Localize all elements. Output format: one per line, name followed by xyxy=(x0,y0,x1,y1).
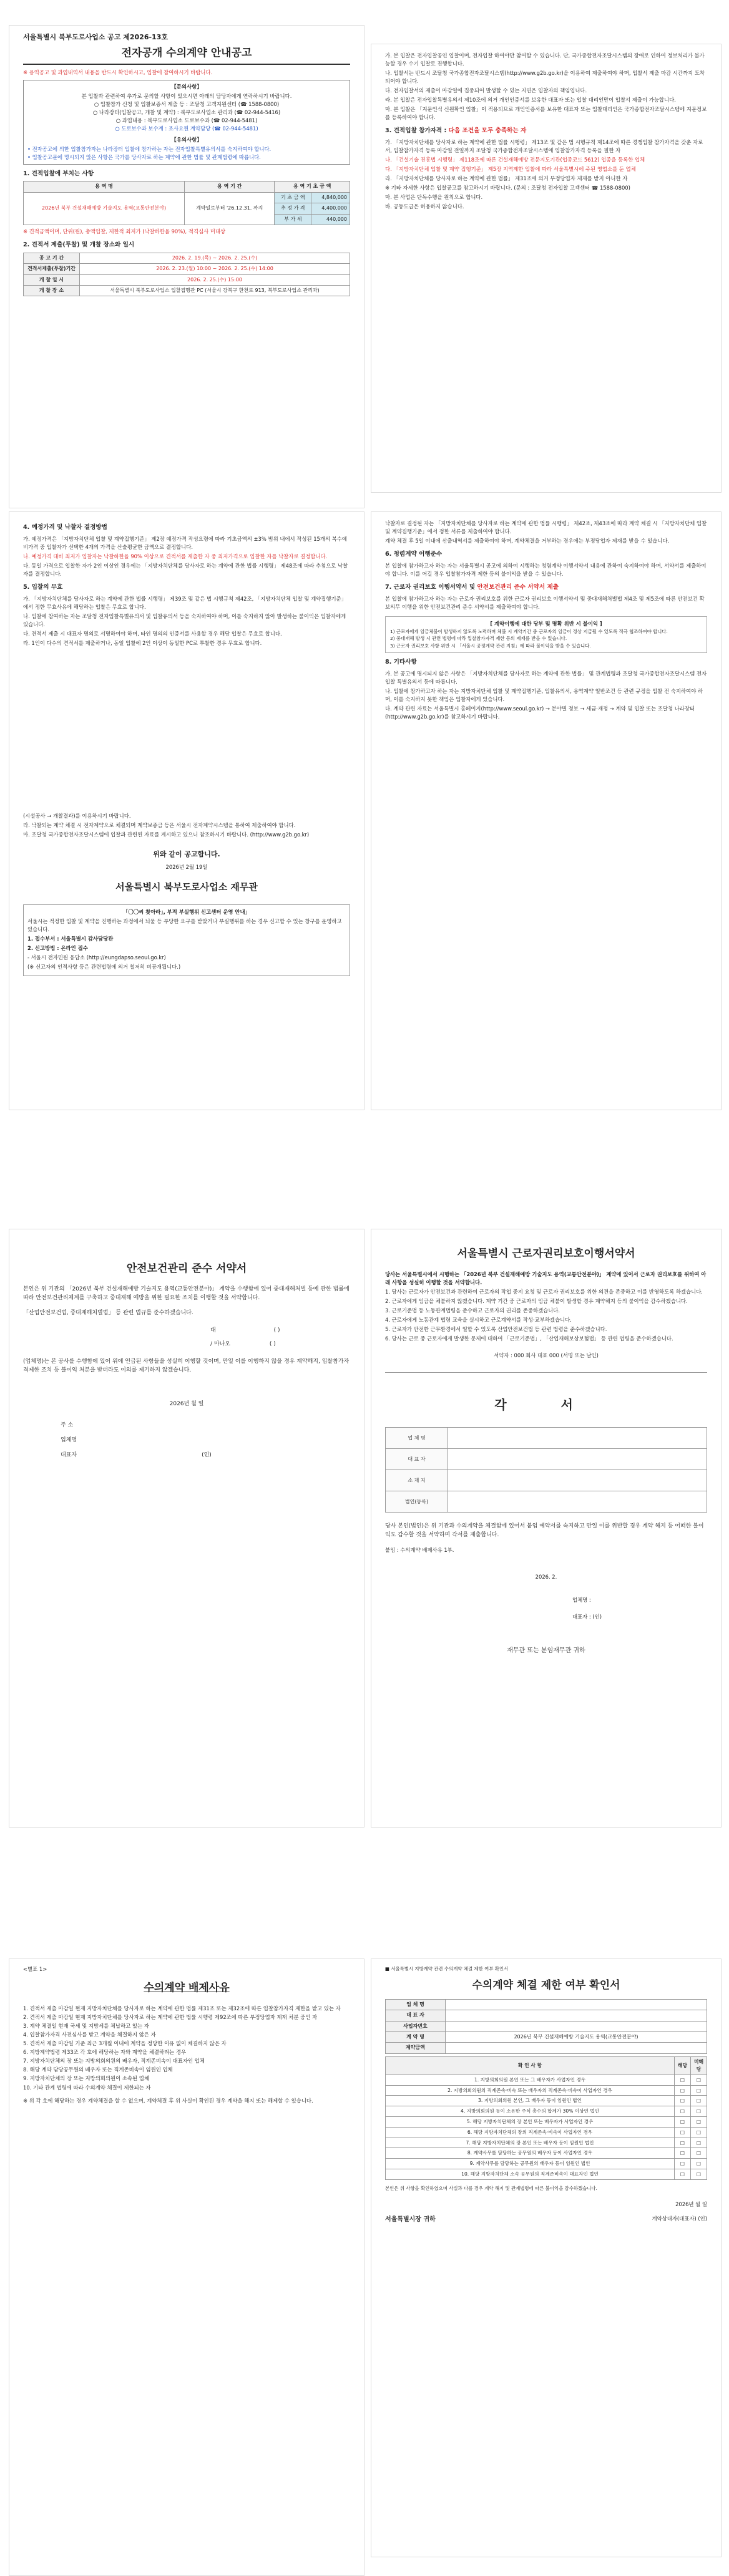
check-item: 4. 지방의회의원 등이 소유한 주식 총수의 합계가 30% 이상인 법인 xyxy=(386,2106,675,2117)
section-heading xyxy=(385,127,707,136)
pledge-item: 4. 근로자에게 노동관계 법령 교육을 실시하고 근로계약서를 작성·교부하겠습니다. xyxy=(385,1317,572,1324)
page-conditions xyxy=(371,44,722,493)
schedule-value: 2026. 2. 19.(목) ~ 2026. 2. 25.(수) xyxy=(80,253,350,263)
form-date: 2026년 월 일 xyxy=(675,2201,707,2208)
check-box-no[interactable]: □ xyxy=(691,2159,707,2169)
body-line: 가. 「지방자치단체를 당사자로 하는 계약에 관한 법률 시행령」 제39조 및 같은 법 시행규칙 제42조, 「지방자치단체 입찰 및 계약집행기준」에서 정한 무효사유에 해당하는 입찰은 무효로 합니다. xyxy=(23,595,346,610)
form-value xyxy=(448,1470,707,1491)
check-box-yes[interactable]: □ xyxy=(675,2075,691,2085)
schedule-table xyxy=(23,253,350,297)
issuer-name: 서울특별시 북부도로사업소 재무관 xyxy=(115,881,258,893)
page-worker-pledge xyxy=(371,1229,722,1828)
section-heading: 6. 청렴계약 이행준수 xyxy=(385,551,443,558)
contact-line: ○ 입찰참가 신청 및 입찰보증서 제출 등 : 조달청 고객지원센터 (☎ 1588-0800) xyxy=(94,101,280,108)
info-key: 대 표 자 xyxy=(386,2010,446,2021)
section-heading: 5. 입찰의 무효 xyxy=(23,583,63,591)
signature-row xyxy=(61,1436,350,1445)
contractor-info-table xyxy=(385,1999,707,2054)
qualification-line: 라. 「지방자치단체를 당사자로 하는 계약에 관한 법률」 제31조에 의거 부정당업자 제재를 받지 아니한 자 xyxy=(385,175,628,182)
section-heading: 4. 예정가격 및 낙찰자 결정방법 xyxy=(23,524,107,531)
check-box-yes[interactable]: □ xyxy=(675,2169,691,2179)
table-header: 용 역 기 초 금 액 xyxy=(275,182,350,192)
body-line: 계약 체결 후 5일 이내에 산출내역서를 제출하여야 하며, 계약체결을 거부하는 경우에는 부정당업자 제재를 받을 수 있습니다. xyxy=(385,538,670,545)
check-box-no[interactable]: □ xyxy=(691,2169,707,2179)
pledge-item: 6. 당사는 근로 중 근로자에게 발생한 문제에 대하여 「근로기준법」, 「산업재해보상보험법」 등 관련 법령을 준수하겠습니다. xyxy=(385,1335,673,1342)
form-label: 소 재 지 xyxy=(386,1470,448,1491)
body-line: 낙찰자로 결정된 자는 「지방자치단체를 당사자로 하는 계약에 관한 법률 시행령」 제42조, 제43조에 따라 계약 체결 시 「지방자치단체 입찰 및 계약집행기준」에서 정한 서류를 제출하여야 합니다. xyxy=(385,520,707,535)
body-line: 다. 견적서 제출 시 대표자 명의로 서명하여야 하며, 타인 명의의 인증서를 사용할 경우 해당 입찰은 무효로 합니다. xyxy=(23,630,282,637)
pledge-item: 5. 근로자가 안전한 근무환경에서 일할 수 있도록 산업안전보건법 등 관련 법령을 준수하겠습니다. xyxy=(385,1326,607,1333)
pledge-item: 3. 근로기준법 등 노동관계법령을 준수하고 근로자의 권리를 존중하겠습니다. xyxy=(385,1307,560,1314)
caution-line: • 전자공고에 의한 입찰참가자는 나라장터 입찰에 참가하는 자는 전자입찰특별유의서를 숙지하여야 합니다. xyxy=(27,145,272,152)
report-item: 2. 신고방법 : 온라인 접수 xyxy=(27,945,88,952)
info-value: 2026년 북부 건설재해예방 기술지도 용역(교통안전분야) xyxy=(445,2031,707,2042)
announcement-date: 2026년 2월 19일 xyxy=(165,863,208,870)
info-value xyxy=(445,2010,707,2021)
note-line: ※ 기타 자세한 사항은 입찰공고를 참고하시기 바랍니다. (문의 : 조달청 전자입찰 고객센터 ☎ 1588-0800) xyxy=(385,185,630,191)
page-integrity xyxy=(371,511,722,1110)
check-item: 1. 지방의회의원 본인 또는 그 배우자가 사업자인 경우 xyxy=(386,2075,675,2085)
body-line: 나. 입찰에 참여하는 자는 조달청 전자입찰특별유의서 및 입찰유의서 등을 숙지하여야 하며, 이를 숙지하지 않아 발생하는 불이익은 입찰자에게 있습니다. xyxy=(23,613,346,627)
contact-line: 본 입찰과 관련하여 추가로 문의할 사항이 있으시면 아래의 담당자에게 연락하시기 바랍니다. xyxy=(81,93,292,100)
report-item: - 서울시 전자민원 응답소 (http://eungdapso.seoul.go.kr) xyxy=(27,954,166,961)
contact-line-blue: ○ 도로보수과 보수계 : 조사요원 계약담당 (☎ 02-944-5481) xyxy=(115,125,258,132)
pledge-field-label: 대 xyxy=(210,1327,216,1334)
check-box-no[interactable]: □ xyxy=(691,2116,707,2127)
info-value xyxy=(445,2021,707,2031)
pledge-field-value: ( ) xyxy=(273,1327,280,1334)
body-line: 가. 본 공고에 명시되지 않은 사항은 「지방자치단체를 당사자로 하는 계약에 관한 법률」 및 관계법령과 조달청 국가종합전자조달시스템 전자입찰 특별유의서 등에 따릅니다. xyxy=(385,671,707,685)
section-heading-text: 3. 견적입찰 참가자격 : xyxy=(385,127,449,135)
exclusion-list xyxy=(23,2005,350,2091)
pledge-body: (업체명)는 본 공사를 수행함에 있어 위에 언급된 사항들을 성실히 이행할 것이며, 만일 이를 이행하지 않을 경우 계약해지, 입찰참가자격제한 조치 등 불이익 처분을 받더라도 이의를 제기하지 않겠습니다. xyxy=(23,1358,350,1373)
signature-label: 대표자 xyxy=(61,1451,77,1458)
table-note: ※ 견적금액이며, 단위(원), 총액입찰, 제한적 최저가 (낙찰하한율 90%), 적격심사 미대상 xyxy=(23,228,226,235)
signature-label: 업체명 xyxy=(61,1436,77,1443)
check-box-yes[interactable]: □ xyxy=(675,2159,691,2169)
form-attachment: 붙임 : 수의계약 배제사유 1부. xyxy=(385,1547,454,1554)
schedule-key: 개 찰 장 소 xyxy=(24,286,80,296)
pledge-item: 2. 근로자에게 임금을 체불하지 않겠습니다. 계약 기간 중 근로자의 임금 체불이 발생할 경우 계약해지 등의 불이익을 감수하겠습니다. xyxy=(385,1298,688,1305)
footnote: ※ 위 각 호에 해당하는 경우 계약체결을 할 수 없으며, 계약체결 후 위 사실이 확인된 경우 계약을 해지 또는 해제할 수 있습니다. xyxy=(23,2097,313,2104)
check-item: 5. 해당 지방자치단체의 장 본인 또는 배우자가 사업자인 경우 xyxy=(386,2116,675,2127)
check-box-no[interactable]: □ xyxy=(691,2138,707,2148)
body-line: 라. 낙찰되는 계약 체결 시 전자계약으로 체결되며 계약보증금 등은 서울시 전자계약시스템을 통하여 제출하여야 합니다. xyxy=(23,821,296,828)
condition-line: 다. 전자입찰서의 제출이 마감일에 집중되어 발생할 수 있는 지연은 입찰자의 책임입니다. xyxy=(385,87,587,94)
form-head-note: ■ 서울특별시 지방계약 관련 수의계약 체결 제한 여부 확인서 xyxy=(385,1966,509,1972)
form-sign-company: 업체명 : xyxy=(572,1597,591,1604)
body-line: 라. 1인이 다수의 견적서를 제출하거나, 동일 입찰에 2인 이상이 동일한 PC로 투찰한 경우 무효로 합니다. xyxy=(23,639,262,646)
schedule-key: 개 찰 일 시 xyxy=(24,274,80,285)
check-box-no[interactable]: □ xyxy=(691,2085,707,2096)
section-heading: 1. 견적입찰에 부치는 사항 xyxy=(23,170,94,177)
list-item: 5. 견적서 제출 마감일 기준 최근 3개월 이내에 계약을 정당한 이유 없이 체결하지 않은 자 xyxy=(23,2040,227,2047)
form-sign-rep: 대표자 : (인) xyxy=(572,1614,602,1620)
check-box-yes[interactable]: □ xyxy=(675,2138,691,2148)
body-line: (시설공사 → 개찰결과)를 이용하시기 바랍니다. xyxy=(23,812,131,819)
closing-text: 위와 같이 공고합니다. xyxy=(153,850,220,858)
pledge-intro: 당사는 서울특별시에서 시행하는 「2026년 북부 건설재해예방 기술지도 용역(교통안전분야)」 계약에 있어서 근로자 권리보호를 위하여 아래 사항을 성실히 이행할 것을 서약합니다. xyxy=(385,1271,707,1286)
appendix-label: <별표 1> xyxy=(23,1966,47,1972)
report-body: 서울시는 적정한 입찰 및 계약을 진행하는 과정에서 뇌물 등 부당한 요구를 받았거나 부실행위를 하는 경우 신고할 수 있는 창구를 운영하고 있습니다. xyxy=(27,918,342,933)
form-body: 당사 본인(법인)은 위 기관과 수의계약을 체결함에 있어서 붙임 예약서를 숙지하고 만일 이를 위반할 경우 계약 해지 등 어떠한 불이익도 감수할 것을 서약하며 각서를 제출합니다. xyxy=(385,1523,704,1539)
form-value xyxy=(448,1428,707,1449)
page-award-method xyxy=(9,511,364,1110)
qualification-line: 가. 「지방자치단체를 당사자로 하는 계약에 관한 법률 시행령」 제13조 및 같은 법 시행규칙 제14조에 따른 경쟁입찰 참가자격을 갖춘 자로서, 입찰참가자격 등록 마감일 전일까지 조달청 국가종합전자조달시스템에 입찰참가자격 등록을 필한 자 xyxy=(385,138,703,153)
closing-block xyxy=(23,849,350,894)
check-box-no[interactable]: □ xyxy=(691,2148,707,2159)
form-footer-note: 본인은 위 사항을 확인하였으며 사실과 다를 경우 계약 해지 및 관계법령에 따른 불이익을 감수하겠습니다. xyxy=(385,2185,597,2191)
list-item: 4. 입찰참가자격 사전심사를 받고 계약을 체결하지 않은 자 xyxy=(23,2031,156,2038)
pledge-sign-line: 서약자 : 000 회사 대표 000 (서명 또는 날인) xyxy=(494,1352,599,1359)
condition-line: 라. 본 입찰은 전자입찰특별유의서 제10조에 의거 개인인증서를 보유한 대표자 또는 입찰 대리인만이 입찰서 제출이 가능합니다. xyxy=(385,97,676,104)
body-line: 마. 조달청 국가종합전자조달시스템에 입찰과 관련된 자료를 게시하고 있으니 참조하시기 바랍니다. (http://www.g2b.go.kr) xyxy=(23,831,310,838)
list-item: 1. 견적서 제출 마감일 현재 지방자치단체를 당사자로 하는 계약에 관한 법률 제31조 또는 제32조에 따른 입찰참가자격 제한을 받고 있는 자 xyxy=(23,2005,341,2012)
check-box-yes[interactable]: □ xyxy=(675,2096,691,2106)
service-period: 계약일로부터 '26.12.31. 까지 xyxy=(185,192,275,225)
obligation-line: 1) 근로자에게 임금체불이 발생하지 않도록 노력하며 체불 시 계약기간 중 근로자의 임금이 정상 지급될 수 있도록 적극 협조하여야 합니다. xyxy=(390,628,668,634)
list-item: 10. 기타 관계 법령에 따라 수의계약 체결이 제한되는 자 xyxy=(23,2084,151,2091)
page-title: 수의계약 배제사유 xyxy=(144,1982,230,1995)
section-heading xyxy=(385,583,707,593)
obligation-line: 3) 근로자 권리보호 사항 위반 시 「서울시 공정계약 관련 지침」에 따라 불이익을 받을 수 있습니다. xyxy=(390,642,591,649)
form-addressee: 서울특별시장 귀하 xyxy=(385,2216,436,2224)
section-heading-highlight: 안전보건관리 준수 서약서 제출 xyxy=(477,583,559,591)
restriction-check-table xyxy=(385,2056,707,2180)
form-signer: 계약상대자(대표자) (인) xyxy=(652,2215,707,2222)
signature-label: 주 소 xyxy=(61,1421,74,1428)
info-key: 계 약 명 xyxy=(386,2031,446,2042)
check-item: 7. 해당 지방자치단체의 장 본인 또는 배우자 등이 임원인 법인 xyxy=(386,2138,675,2148)
schedule-value: 2026. 2. 23.(월) 10:00 ~ 2026. 2. 25.(수) 14:00 xyxy=(80,264,350,274)
pledge-body: 「산업안전보건법, 중대재해처벌법」 등 관련 법규를 준수하겠습니다. xyxy=(23,1310,193,1317)
list-item: 9. 지방자치단체의 장 또는 지방의회의원이 소속된 업체 xyxy=(23,2075,149,2082)
pledge-field-value: ( ) xyxy=(269,1341,276,1348)
qualification-line: 다. 「지방자치단체 입찰 및 계약 집행기준」 제5장 지역제한 입찰에 따라 서울특별시에 주된 영업소를 둔 업체 xyxy=(385,166,636,173)
check-box-no[interactable]: □ xyxy=(691,2106,707,2117)
check-item: 8. 계약사무를 담당하는 공무원의 배우자 등이 사업자인 경우 xyxy=(386,2148,675,2159)
contact-line: ○ 과업내용 : 북부도로사업소 도로보수과 (☎ 02-944-5481) xyxy=(115,117,258,124)
body-line: 다. 계약 관련 자료는 서울특별시 홈페이지(http://www.seoul.go.kr) → 분야별 정보 → 세금·재정 → 계약 및 입찰 또는 조달청 나라장터(http://www.g2b.go.kr)를 참고하시기 바랍니다. xyxy=(385,705,695,720)
form-title: 각 서 xyxy=(494,1397,598,1413)
body-line: 본 입찰에 참가하고자 하는 자는 근로자 권리보호를 위한 근로자 권리보호 이행서약서 및 중대재해처벌법 제4조 및 제5조에 따른 안전보건 확보의무 이행을 위한 안전보건관리 준수 서약서를 제출하여야 합니다. xyxy=(385,595,705,610)
form-label: 업 체 명 xyxy=(386,1428,448,1449)
pledge-signature xyxy=(61,1421,350,1460)
list-item: 7. 지방자치단체의 장 또는 지방의회의원의 배우자, 직계존비속이 대표자인 업체 xyxy=(23,2058,205,2065)
table-header: 해당 xyxy=(675,2056,691,2075)
pledge-field xyxy=(210,1327,350,1335)
info-key: 계약금액 xyxy=(386,2043,446,2053)
pledge-field-label: / 마나오 xyxy=(210,1341,230,1348)
note-line: 바. 공동도급은 허용하지 않습니다. xyxy=(385,203,464,210)
report-item: 1. 접수부서 : 서울특별시 감사담당관 xyxy=(27,936,114,942)
form-label: 대 표 자 xyxy=(386,1449,448,1470)
page-title: 전자공개 수의계약 안내공고 xyxy=(23,45,350,65)
check-item: 3. 지방의회의원 본인, 그 배우자 등이 임원인 법인 xyxy=(386,2096,675,2106)
condition-line: 마. 본 입찰은 「지문인식 신원확인 입찰」이 적용되므로 개인인증서를 보유한 대표자 또는 입찰대리인은 국가종합전자조달시스템에 지문정보를 등록하여야 합니다. xyxy=(385,106,707,121)
pledge-item: 1. 당사는 근로자가 안전보건과 관련하여 근로자의 작업 중지 요청 및 근로자 권리보호를 위한 의견을 존중하고 이를 반영하도록 하겠습니다. xyxy=(385,1289,703,1295)
signature-row xyxy=(61,1421,350,1430)
service-name: 2026년 북부 건설재해예방 기술지도 용역(교통안전분야) xyxy=(24,192,185,225)
list-item: 2. 견적서 제출 마감일 현재 지방자치단체를 당사자로 하는 계약에 관한 법률 시행령 제92조에 따른 부정당업자 제재 처분 중인 자 xyxy=(23,2014,318,2021)
body-line: 나. 입찰에 참가하고자 하는 자는 지방자치단체 입찰 및 계약집행기준, 입찰유의서, 용역계약 일반조건 등 관련 규정을 입찰 전 숙지하여야 하며, 이를 숙지하지 못한 책임은 입찰자에게 있습니다. xyxy=(385,688,703,703)
condition-line: 가. 본 입찰은 전자입찰공인 입찰이며, 전자입찰 하여야만 참여할 수 있습니다. 단, 국가종합전자조달시스템의 장애로 인하여 정보처리가 불가능할 경우 수기 입찰로 진행합니다. xyxy=(385,52,705,67)
section-heading: 8. 기타사항 xyxy=(385,659,417,666)
obligation-line: 2) 중대재해 발생 시 관련 법령에 따라 입찰참가자격 제한 등의 제재를 받을 수 있습니다. xyxy=(390,636,567,642)
contact-title: 【문의사항】 xyxy=(171,84,202,90)
report-title: ｢〇〇씨 찾아라｣, 부적 부실행위 신고센터 운영 안내｣ xyxy=(125,909,248,916)
report-center-box xyxy=(23,904,350,976)
pledge-date: 2026년 월 일 xyxy=(169,1400,204,1407)
info-key: 업 체 명 xyxy=(386,1999,446,2010)
info-value xyxy=(445,2043,707,2053)
list-item: 8. 해당 계약 담당공무원의 배우자 또는 직계존비속이 임원인 업체 xyxy=(23,2066,173,2073)
schedule-key: 견적서제출(투찰)기간 xyxy=(24,264,80,274)
page-announcement xyxy=(9,25,364,508)
body-line: 다. 동일 가격으로 입찰한 자가 2인 이상인 경우에는 「지방자치단체를 당사자로 하는 계약에 관한 법률 시행령」 제48조에 따라 추첨으로 낙찰자를 결정합니다. xyxy=(23,562,348,577)
report-item: (※ 신고자의 인적사항 등은 관련법령에 의거 철저히 비공개됩니다.) xyxy=(27,964,181,971)
page-safety-pledge xyxy=(9,1229,364,1828)
price-value: 4,840,000 xyxy=(311,192,350,203)
note-line: 마. 본 사업은 단독수행을 원칙으로 합니다. xyxy=(385,194,483,201)
company-info-table xyxy=(385,1427,707,1513)
qualification-line: 나. 「건설기술 진흥법 시행령」 제118조에 따른 건설재해예방 전문지도기관(업종코드 5612) 업종을 등록한 업체 xyxy=(385,157,645,163)
schedule-value: 서울특별시 북부도로사업소 입찰집행관 PC (서울시 강북구 한천로 913, 북부도로사업소 관리과) xyxy=(80,286,350,296)
check-box-no[interactable]: □ xyxy=(691,2075,707,2085)
page-exclusion-reasons xyxy=(9,1959,364,2576)
body-line: 가. 예정가격은 「지방자치단체 입찰 및 계약집행기준」 제2장 예정가격 작성요령에 따라 기초금액의 ±3% 범위 내에서 작성된 15개의 복수예비가격 중 입찰자가 선택한 4개의 가격을 산술평균한 금액으로 결정합니다. xyxy=(23,535,347,550)
section-heading-highlight: 다음 조건을 모두 충족하는 자 xyxy=(448,127,527,135)
check-box-yes[interactable]: □ xyxy=(675,2106,691,2117)
caution-line: • 입찰공고문에 명시되지 않은 사항은 국가를 당사자로 하는 계약에 관한 법률 및 관계법령에 따릅니다. xyxy=(27,153,261,160)
form-value xyxy=(448,1491,707,1513)
price-label: 추 정 가 격 xyxy=(275,203,311,214)
body-line: 본 입찰에 참가하고자 하는 자는 서울특별시 공고에 의하여 시행하는 청렴계약 이행서약서 내용에 관하여 숙지하여야 하며, 서약서를 제출하여야 합니다. 이를 어길 경우 입찰참가자격 제한 등의 불이익을 받을 수 있습니다. xyxy=(385,562,707,577)
check-item: 10. 해당 지방자치단체 소속 공무원의 직계존비속이 대표자인 법인 xyxy=(386,2169,675,2179)
pledge-fields xyxy=(210,1327,350,1349)
price-value: 440,000 xyxy=(311,214,350,225)
schedule-value: 2026. 2. 25.(수) 15:00 xyxy=(80,274,350,285)
section-heading: 2. 견적서 제출(투찰) 및 개찰 장소와 일시 xyxy=(23,241,135,248)
price-value: 4,400,000 xyxy=(311,203,350,214)
page-title: 수의계약 체결 제한 여부 확인서 xyxy=(472,1979,620,1992)
table-header: 용 역 기 간 xyxy=(185,182,275,192)
caution-title: 【유의사항】 xyxy=(171,136,202,143)
price-label: 기 초 금 액 xyxy=(275,192,311,203)
pledge-field xyxy=(210,1340,350,1349)
schedule-key: 공 고 기 간 xyxy=(24,253,80,263)
info-key: 사업자번호 xyxy=(386,2021,446,2031)
table-header: 미해당 xyxy=(691,2056,707,2075)
check-item: 6. 해당 지방자치단체의 장의 직계존속·비속이 사업자인 경우 xyxy=(386,2127,675,2138)
page-title: 서울특별시 근로자권리보호이행서약서 xyxy=(457,1247,635,1260)
list-item: 3. 계약 체결일 현재 국세 및 지방세를 체납하고 있는 자 xyxy=(23,2023,149,2030)
signature-seal: (인) xyxy=(202,1451,212,1458)
check-item: 9. 계약사무를 담당하는 공무원의 배우자 등이 임원인 법인 xyxy=(386,2159,675,2169)
check-item: 2. 지방의회의원의 직계존속·비속 또는 배우자의 직계존속·비속이 사업자인 경우 xyxy=(386,2085,675,2096)
form-value xyxy=(448,1449,707,1470)
service-table xyxy=(23,181,350,225)
form-footer: 재무관 또는 분임재무관 귀하 xyxy=(507,1647,585,1655)
form-signature xyxy=(572,1596,707,1621)
pledge-body: 본인은 위 기관의 「2026년 북부 건설재해예방 기술지도 용역(교통안전분야)」 계약을 수행함에 있어 중대재해처벌 등에 관한 법률에 따라 안전보건관리체계를 구축하고 중대재해 예방을 위한 필요한 조치를 이행할 것을 서약합니다. xyxy=(23,1286,350,1302)
form-signature-row xyxy=(385,2215,707,2225)
page-title: 안전보건관리 준수 서약서 xyxy=(126,1262,247,1275)
body-line: 나. 예정가격 대비 최저가 입찰자는 낙찰하한율 90% 이상으로 견적서를 제출한 자 중 최저가격으로 입찰한 자를 낙찰자로 결정합니다. xyxy=(23,553,328,559)
price-label: 부 가 세 xyxy=(275,214,311,225)
form-date: 2026. 2. xyxy=(535,1574,557,1581)
check-box-yes[interactable]: □ xyxy=(675,2148,691,2159)
section-heading-text: 7. 근로자 권리보호 이행서약서 및 xyxy=(385,583,477,591)
list-item: 6. 지방계약법령 제33조 각 호에 해당하는 자와 계약을 체결하려는 경우 xyxy=(23,2049,187,2056)
signature-row xyxy=(61,1451,350,1460)
obligation-box xyxy=(385,616,707,653)
table-header: 용 역 명 xyxy=(24,182,185,192)
check-box-yes[interactable]: □ xyxy=(675,2127,691,2138)
form-label: 법인(등록) xyxy=(386,1491,448,1513)
obligation-title: [ 계약이행에 대한 당부 및 명확 위반 시 불이익 ] xyxy=(490,620,602,627)
check-box-yes[interactable]: □ xyxy=(675,2116,691,2127)
page-restriction-check xyxy=(371,1959,722,2557)
contact-line: ○ 나라장터(입찰공고, 개찰 및 계약) : 북부도로사업소 관리과 (☎ 02-944-5416) xyxy=(92,109,281,116)
check-box-no[interactable]: □ xyxy=(691,2127,707,2138)
check-box-yes[interactable]: □ xyxy=(675,2085,691,2096)
check-box-no[interactable]: □ xyxy=(691,2096,707,2106)
contact-box xyxy=(23,80,350,164)
info-value xyxy=(445,1999,707,2010)
condition-line: 나. 입찰서는 반드시 조달청 국가종합전자조달시스템(http://www.g2b.go.kr)을 이용하여 제출하여야 하며, 입찰서 제출 마감 시간까지 도착되어야 합니다. xyxy=(385,70,705,85)
announcement-number: 서울특별시 북부도로사업소 공고 제2026-13호 xyxy=(23,33,168,41)
red-notice: ※ 용역공고 및 과업내역서 내용을 반드시 확인하시고, 입찰에 참여하시기 바랍니다. xyxy=(23,69,213,76)
table-header: 확 인 사 항 xyxy=(386,2056,675,2075)
